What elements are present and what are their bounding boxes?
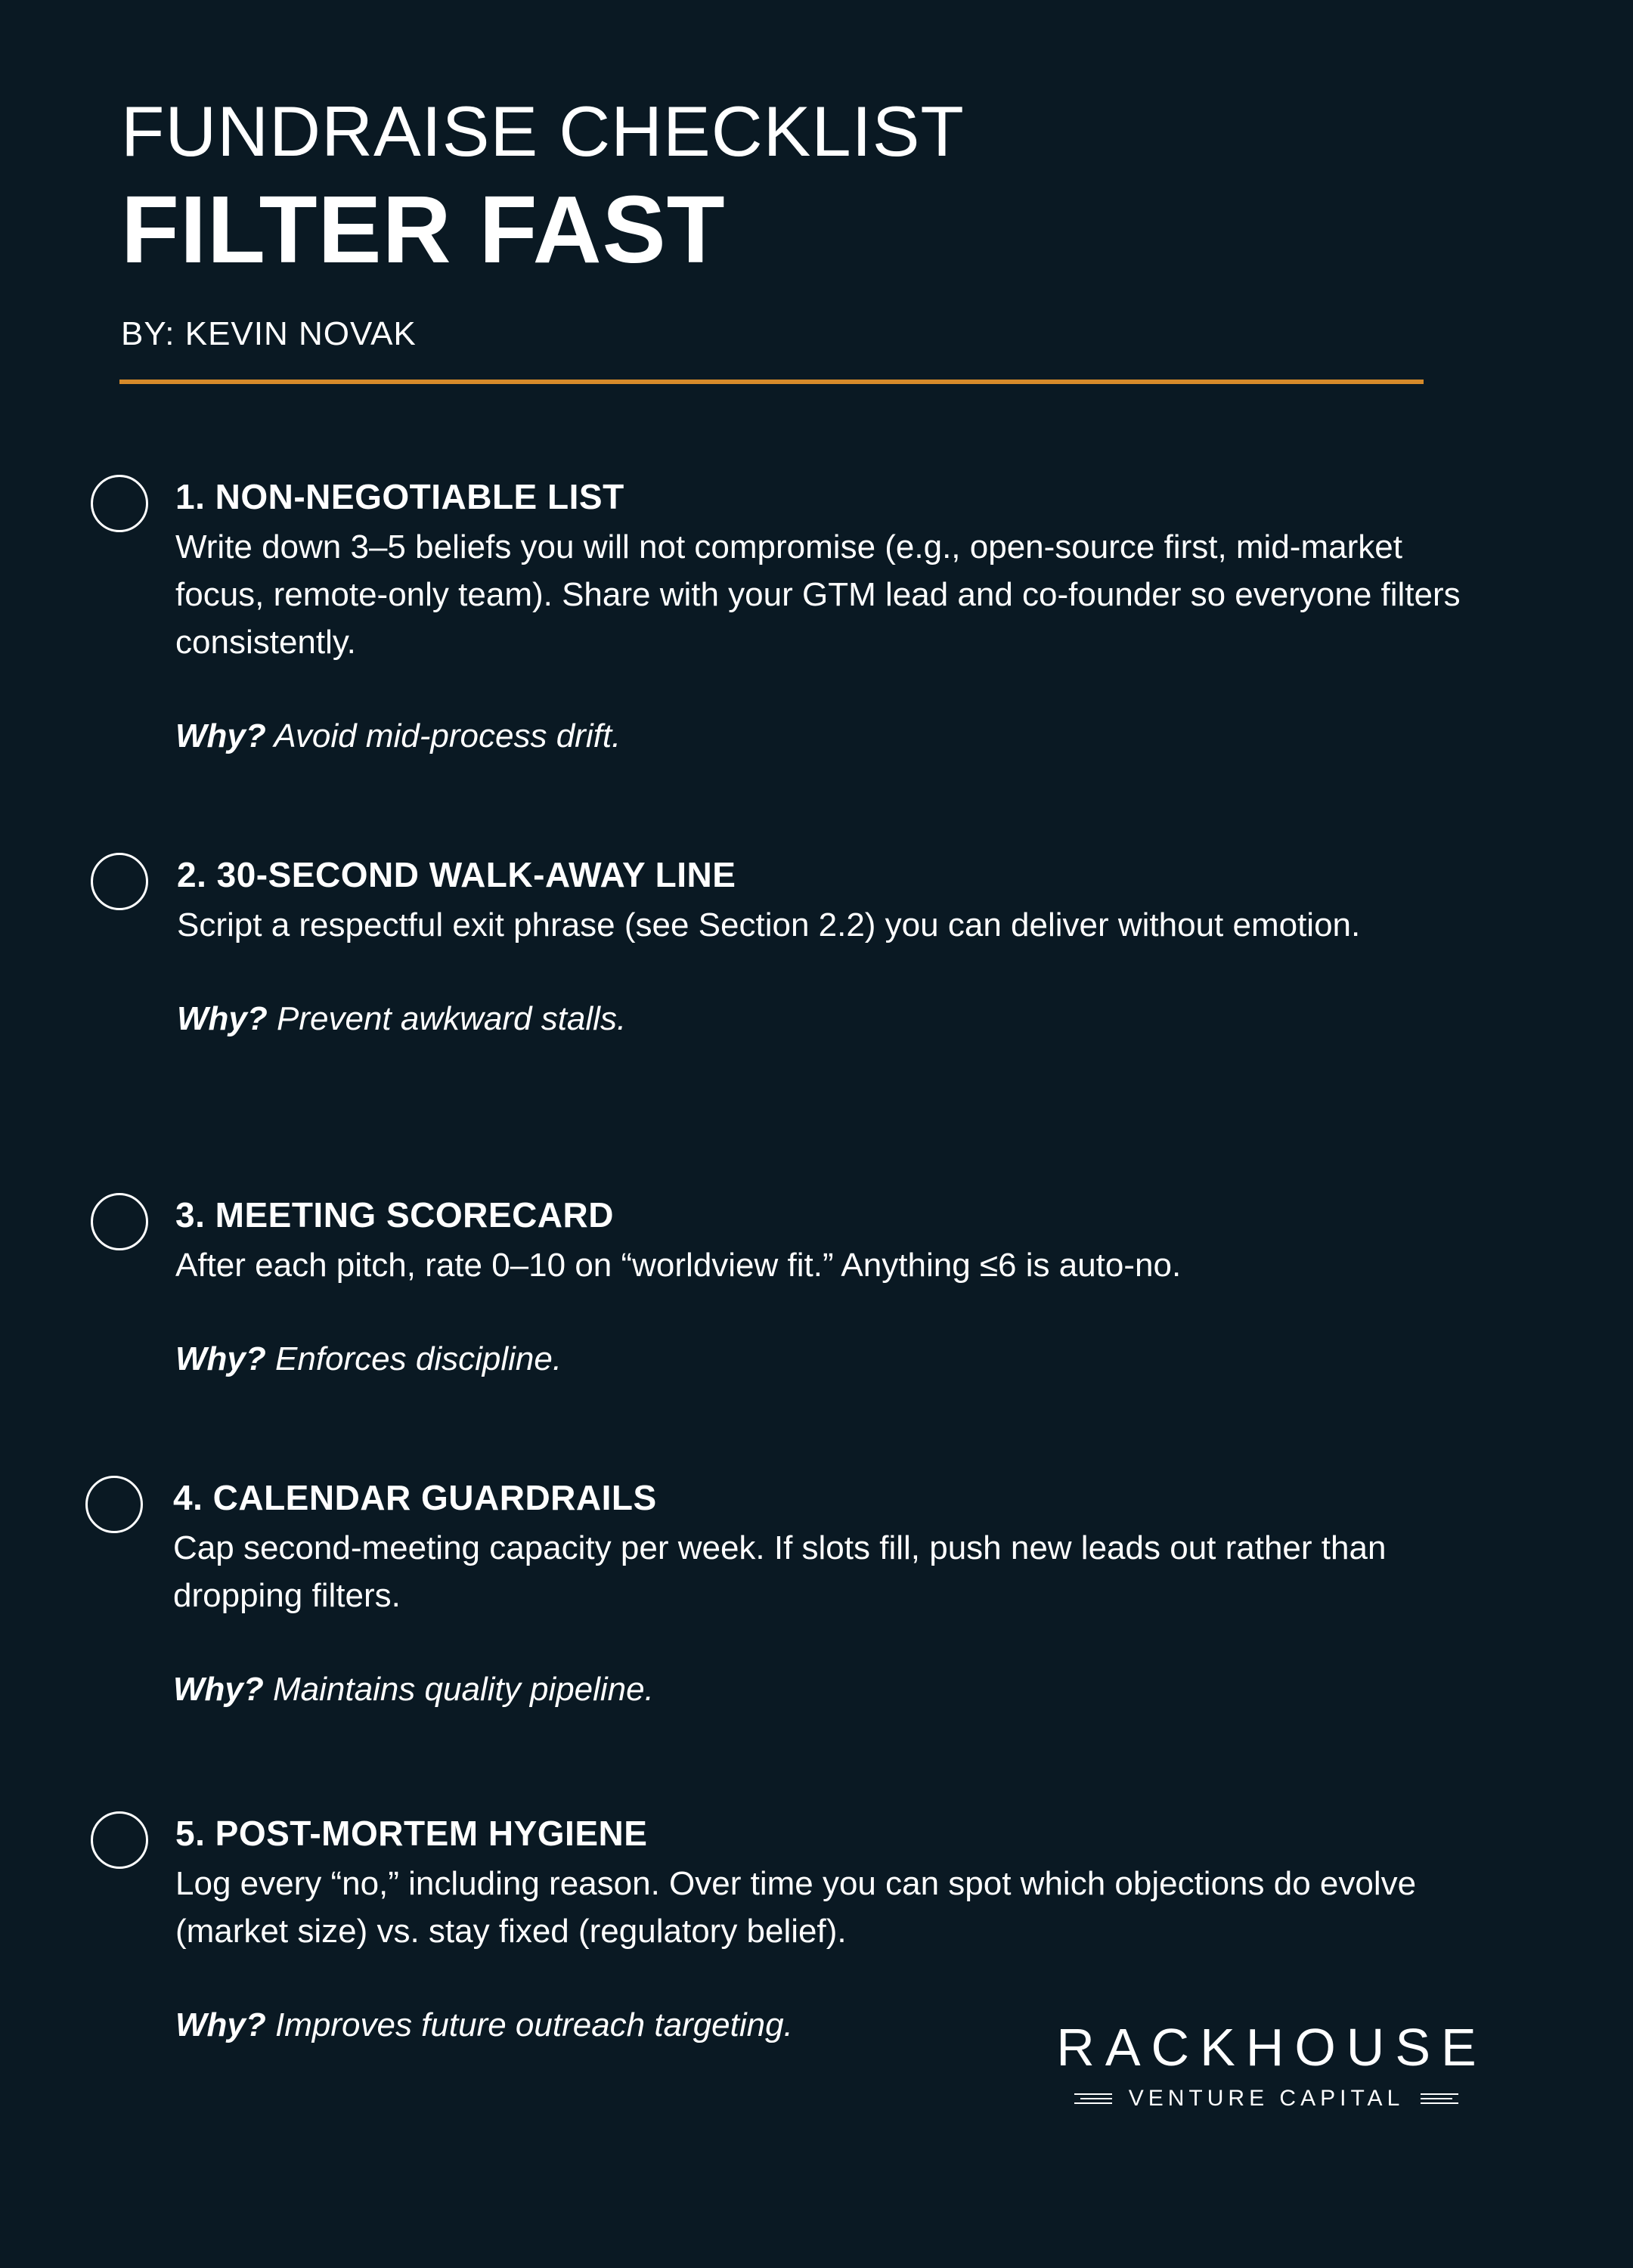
checkbox-circle-icon[interactable] [91, 1811, 148, 1869]
page-title: FILTER FAST [121, 176, 726, 283]
logo-subtitle: VENTURE CAPITAL [1128, 2086, 1405, 2111]
item-title: 2. 30-SECOND WALK-AWAY LINE [177, 855, 736, 894]
byline: BY: KEVIN NOVAK [121, 315, 417, 352]
checkbox-circle-icon[interactable] [91, 853, 148, 910]
checkbox-circle-icon[interactable] [91, 1193, 148, 1250]
why-text: Maintains quality pipeline. [273, 1671, 654, 1708]
header [121, 89, 1425, 355]
item-title: 3. MEETING SCORECARD [175, 1195, 614, 1235]
why-text: Enforces discipline. [275, 1340, 562, 1377]
item-why [173, 1668, 1489, 1712]
why-text: Prevent awkward stalls. [277, 1000, 627, 1037]
why-text: Improves future outreach targeting. [275, 2006, 793, 2043]
item-description: Cap second-meeting capacity per week. If slots fill, push new leads out rather than dropping filters. [173, 1529, 1387, 1614]
item-title: 5. POST-MORTEM HYGIENE [175, 1814, 648, 1853]
item-why [177, 997, 1492, 1041]
checkbox-circle-icon[interactable] [85, 1476, 143, 1533]
item-description: After each pitch, rate 0–10 on “worldview fit.” Anything ≤6 is auto-no. [175, 1247, 1182, 1284]
item-description: Script a respectful exit phrase (see Section 2.2) you can deliver without emotion. [177, 906, 1361, 943]
why-label: Why? [175, 2006, 266, 2043]
rackhouse-logo [1047, 2017, 1486, 2114]
page-supertitle: FUNDRAISE CHECKLIST [121, 91, 965, 171]
why-label: Why? [173, 1671, 264, 1708]
item-why [175, 1337, 1491, 1381]
header-divider [119, 380, 1424, 384]
why-label: Why? [175, 717, 266, 754]
checkbox-circle-icon[interactable] [91, 475, 148, 532]
logo-name: RACKHOUSE [1056, 2018, 1487, 2077]
logo-subtitle-row [1047, 2084, 1486, 2114]
item-title: 1. NON-NEGOTIABLE LIST [175, 477, 624, 516]
logo-lines-left-icon [1074, 2090, 1112, 2108]
why-text: Avoid mid-process drift. [274, 717, 621, 754]
item-description: Log every “no,” including reason. Over time you can spot which objections do evolve (market size) vs. stay fixed (regulatory belief). [175, 1865, 1417, 1950]
why-label: Why? [177, 1000, 268, 1037]
logo-lines-right-icon [1421, 2090, 1458, 2108]
why-label: Why? [175, 1340, 266, 1377]
item-title: 4. CALENDAR GUARDRAILS [173, 1478, 657, 1517]
item-why [175, 714, 1491, 758]
item-description: Write down 3–5 beliefs you will not compromise (e.g., open-source first, mid-market focus, remote-only team). Share with your GTM lead and co-founder so everyone filters consistently. [175, 528, 1461, 661]
